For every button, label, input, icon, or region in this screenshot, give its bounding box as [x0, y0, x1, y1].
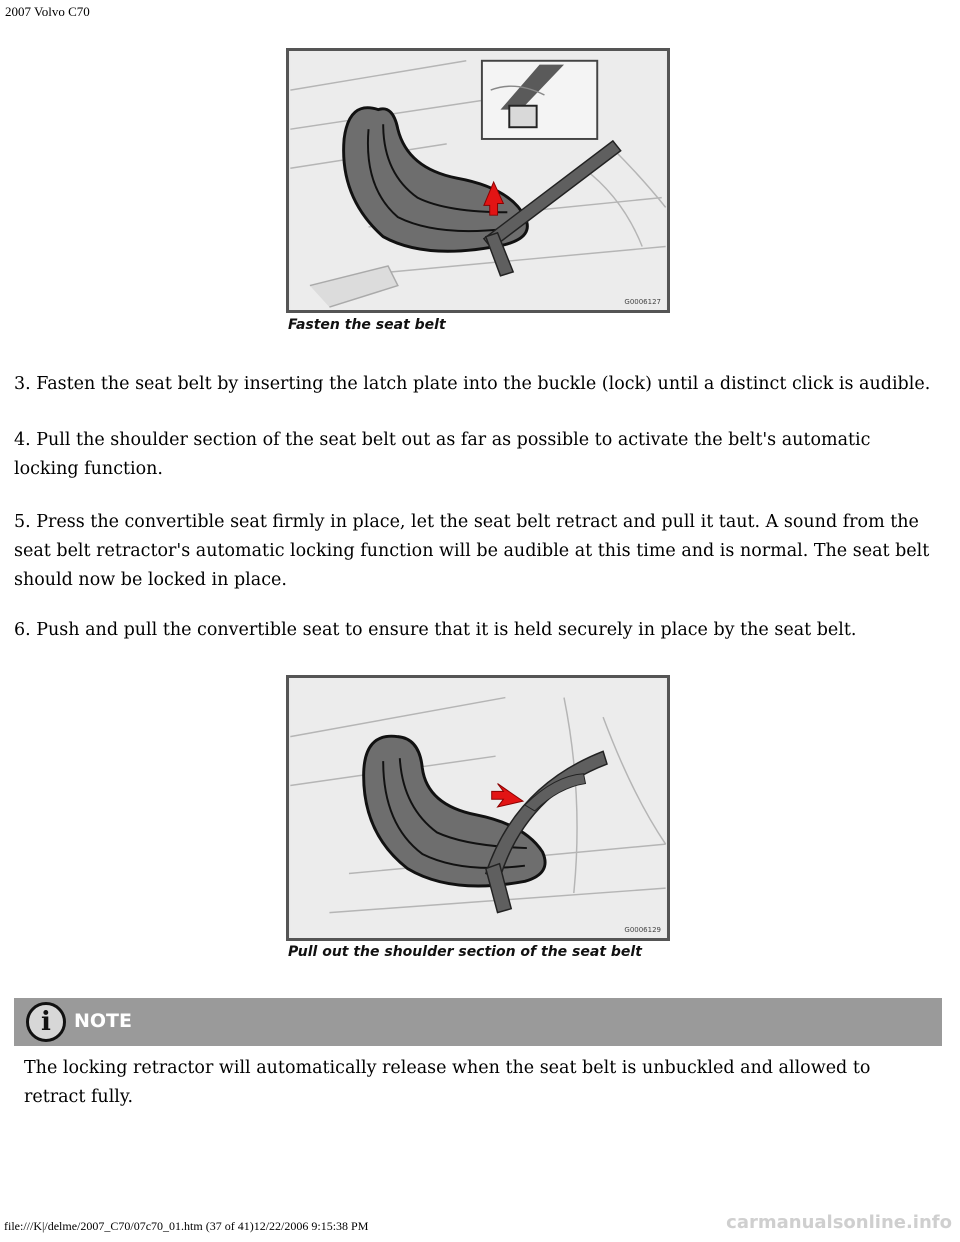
watermark: carmanualsonline.info	[726, 1212, 952, 1233]
note-banner	[14, 998, 942, 1046]
figure-caption: Pull out the shoulder section of the seat belt	[288, 944, 642, 960]
step-3: 3. Fasten the seat belt by inserting the latch plate into the buckle (lock) until a distinct click is audible.	[14, 374, 931, 394]
figure-code: G0006129	[624, 926, 661, 934]
fasten-seat-belt-illustration	[286, 48, 670, 313]
figure-code: G0006127	[624, 298, 661, 306]
step-5: 5. Press the convertible seat firmly in place, let the seat belt retract and pull it taut. A sound from the seat belt retractor's automatic locking function will be audible at this time and is normal. The seat belt should now be locked in place.	[14, 512, 930, 590]
figure-caption: Fasten the seat belt	[288, 317, 446, 333]
pull-shoulder-belt-illustration	[286, 675, 670, 941]
seat-belt-diagram	[289, 51, 667, 310]
note-label: NOTE	[74, 1010, 132, 1032]
document-header: 2007 Volvo C70	[5, 4, 90, 19]
note-text: The locking retractor will automatically release when the seat belt is unbuckled and allowed to retract fully.	[24, 1058, 871, 1107]
shoulder-belt-diagram	[289, 678, 667, 938]
info-icon-glyph: i	[41, 1007, 51, 1037]
step-6: 6. Push and pull the convertible seat to ensure that it is held securely in place by the seat belt.	[14, 620, 857, 640]
info-icon	[26, 1002, 66, 1042]
page-footer: file:///K|/delme/2007_C70/07c70_01.htm (37 of 41)12/22/2006 9:15:38 PM	[4, 1219, 369, 1233]
step-4: 4. Pull the shoulder section of the seat belt out as far as possible to activate the belt's automatic locking function.	[14, 430, 871, 479]
